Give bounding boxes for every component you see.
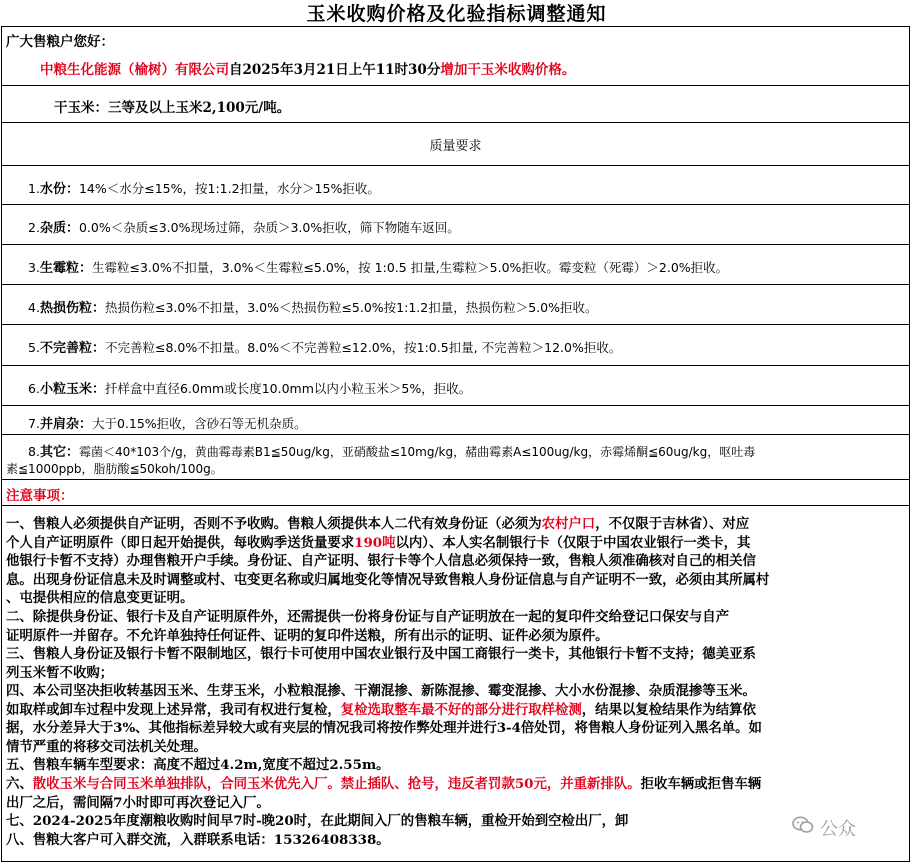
quality-text-continued: 素≦1000ppb，脂肪酸≦50koh/100g。 — [6, 462, 223, 476]
quality-row-6: 6.小粒玉米：扦样盒中直径6.0mm或长度10.0mm以内小粒玉米＞5%，拒收。 — [2, 366, 909, 406]
quality-row-5: 5.不完善粒：不完善粒≤8.0%不扣量。8.0%＜不完善粒≤12.0%，按1:0.5扣量, 不完善粒＞12.0%拒收。 — [2, 325, 909, 366]
notes-body — [2, 506, 909, 861]
notes-header-row — [2, 480, 909, 506]
company-name: 中粮生化能源（榆树）有限公司 — [40, 62, 229, 78]
notes-header: 注意事项： — [6, 488, 74, 504]
note-6: 六、散收玉米与合同玉米单独排队，合同玉米优先入厂。禁止插队、抢号，违反者罚款50元，并重新排队。拒收车辆或拒售车辆 出厂之后，需间隔7小时即可再次登记入厂。 — [6, 776, 762, 811]
quality-row-4: 4.热损伤粒：热损伤粒≤3.0%不扣量，3.0%＜热损伤粒≤5.0%按1:1.2扣量，热损伤粒＞5.0%拒收。 — [2, 285, 909, 325]
queue-rules-highlight: 散收玉米与合同玉米单独排队，合同玉米优先入厂。禁止插队、抢号，违反者罚款50元，并重新排队。 — [32, 776, 641, 792]
note-4: 四、本公司坚决拒收转基因玉米、生芽玉米，小粒粮混掺、干潮混掺、新陈混掺、霉变混掺、大小水份混掺、杂质混掺等玉米。 如取样或卸车过程中发现上述异常，我司有权进行复检，复检选取整车最不好的部分进行取样检测，结果以复检结果作为结算依 据，水分差异大于3%、其他指标差异较大或有夹层的情况我司将按作弊处理并进行3-4倍处罚，将售粮人身份证列入黑名单。如 情节严重的将移交司法机关处理。 — [6, 683, 762, 755]
quality-name: 杂质 — [39, 221, 66, 236]
price-line: 干玉米：三等及以上玉米2,100元/吨。 — [54, 100, 291, 116]
quality-text: 大于0.15%拒收，含砂石等无机杂质。 — [91, 416, 307, 431]
page-title: 玉米收购价格及化验指标调整通知 — [306, 3, 607, 25]
quality-name: 其它 — [39, 445, 66, 460]
notice-table — [1, 26, 910, 862]
wechat-icon — [792, 816, 814, 834]
note-2: 二、除提供身份证、银行卡及自产证明原件外，还需提供一份将身份证与自产证明放在一起的复印件交给登记口保安与自产 证明原件一并留存。不允许单独持任何证件、证明的复印件送粮，所有出示的证明、证件必须为原件。 — [6, 609, 730, 644]
rural-hukou-highlight: 农村户口 — [541, 516, 596, 532]
quality-row-8: 8.其它：霉菌＜40*103个/g，黄曲霉毒素B1≦50ug/kg，亚硝酸盐≤10mg/kg，赭曲霉素A≤100ug/kg，赤霉烯酮≦60ug/kg，呕吐毒 素≦1000ppb，脂肪酸≦50koh/100g。 — [2, 435, 909, 480]
quality-text: 不完善粒≤8.0%不扣量。8.0%＜不完善粒≤12.0%，按1:0.5扣量, 不完善粒＞12.0%拒收。 — [104, 340, 622, 355]
quality-name: 水份 — [39, 182, 66, 197]
note-8: 八、售粮大客户可入群交流，入群联系电话：15326408338。 — [6, 832, 390, 848]
quality-row-7: 7.并肩杂：大于0.15%拒收，含砂石等无机杂质。 — [2, 406, 909, 435]
quality-name: 不完善粒 — [39, 341, 92, 356]
quality-text: 扦样盒中直径6.0mm或长度10.0mm以内小粒玉米＞5%，拒收。 — [104, 381, 472, 396]
quality-name: 并肩杂 — [39, 417, 79, 432]
quality-text: 热损伤粒≤3.0%不扣量，3.0%＜热损伤粒≤5.0%按1:1.2扣量，热损伤粒＞5.0%拒收。 — [104, 300, 598, 315]
watermark-text: 公众 — [820, 819, 856, 840]
quality-header: 质量要求 — [429, 139, 482, 154]
note-3: 三、售粮人身份证及银行卡暂不限制地区，银行卡可使用中国农业银行及中国工商银行一类卡，其他银行卡暂不支持；德美亚系 列玉米暂不收购； — [6, 646, 756, 681]
announcement-line — [40, 58, 575, 78]
quality-name: 热损伤粒 — [39, 301, 92, 316]
quality-text: 霉菌＜40*103个/g，黄曲霉毒素B1≦50ug/kg，亚硝酸盐≤10mg/kg，赭曲霉素A≤100ug/kg，赤霉烯酮≦60ug/kg，呕吐毒 — [78, 445, 756, 459]
greeting: 广大售粮户您好： — [6, 34, 114, 50]
quality-row-3: 3.生霉粒：生霉粒≤3.0%不扣量，3.0%＜生霉粒≤5.0%，按 1:0.5 扣量,生霉粒＞5.0%拒收。霉变粒（死霉）＞2.0%拒收。 — [2, 245, 909, 285]
recheck-highlight: 复检选取整车最不好的部分进行取样检测 — [340, 701, 582, 718]
note-1: 一、售粮人必须提供自产证明，否则不予收购。售粮人须提供本人二代有效身份证（必须为农村户口，不仅限于吉林省）、对应 个人自产证明原件（即日起开始提供，每收购季送货量要求190吨以内）、本人实名制银行卡（仅限于中国农业银行一类卡，其 他银行卡暂不支持）办理售粮开户手续。身份证、自产证明、银行卡等个人信息必须保持一致，售粮人须准确核对自己的相关信 息。出现身份证信息未及时调整或村、屯变更名称或归属地变化等情况导致售粮人身份证信息与自产证明不一致，必须由其所属村 、屯提供相应的信息变更证明。 — [6, 516, 770, 607]
note-5: 五、售粮车辆车型要求：高度不超过4.2m,宽度不超过2.55m。 — [6, 757, 390, 773]
announcement-row — [2, 27, 909, 86]
quality-row-2: 2.杂质：0.0%＜杂质≤3.0%现场过筛，杂质＞3.0%拒收，筛下物随车返回。 — [2, 205, 909, 245]
note-7: 七、2024-2025年度潮粮收购时间早7时-晚20时，在此期间入厂的售粮车辆，重检开始到空检出厂，卸 — [6, 813, 629, 829]
announcement-time: 自2025年3月21日上午11时30分 — [229, 62, 441, 78]
quality-name: 小粒玉米 — [39, 382, 92, 397]
price-row — [2, 86, 909, 123]
quality-row-1: 1.水份：14%＜水分≤15%，按1:1.2扣量，水分＞15%拒收。 — [2, 166, 909, 205]
quality-text: 14%＜水分≤15%，按1:1.2扣量，水分＞15%拒收。 — [78, 181, 380, 196]
quality-text: 0.0%＜杂质≤3.0%现场过筛，杂质＞3.0%拒收，筛下物随车返回。 — [78, 220, 460, 235]
announcement-action: 增加干玉米收购价格。 — [440, 62, 576, 78]
quality-name: 生霉粒 — [39, 261, 79, 276]
tonnage-highlight: 190吨 — [354, 534, 396, 551]
quality-text: 生霉粒≤3.0%不扣量，3.0%＜生霉粒≤5.0%，按 1:0.5 扣量,生霉粒＞5.0%拒收。霉变粒（死霉）＞2.0%拒收。 — [91, 260, 729, 275]
quality-header-row — [2, 123, 909, 166]
